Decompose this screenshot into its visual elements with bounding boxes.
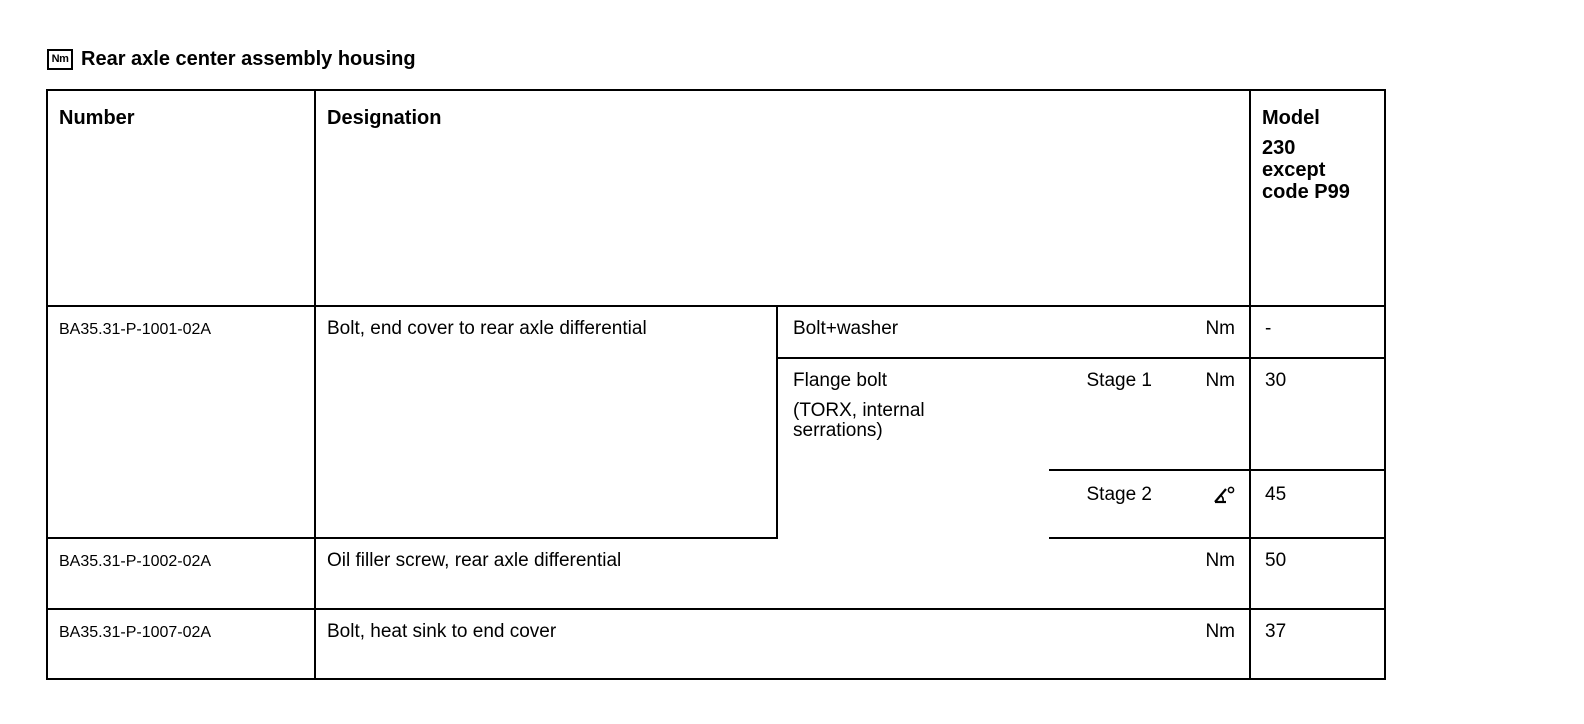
- unit-label: Nm: [1182, 609, 1250, 679]
- torque-value: 30: [1250, 358, 1385, 470]
- section-title-row: [47, 44, 416, 74]
- row-designation: Oil filler screw, rear axle differential: [315, 538, 1182, 609]
- header-number: Number: [47, 90, 315, 306]
- fastener-note: (TORX, internal serrations): [793, 400, 925, 441]
- stage-label: [1049, 306, 1182, 358]
- unit-label: Nm: [1182, 358, 1250, 470]
- unit-cell: [1182, 470, 1250, 538]
- unit-label: Nm: [1182, 306, 1250, 358]
- row-number: BA35.31-P-1007-02A: [47, 609, 315, 679]
- row-number: BA35.31-P-1002-02A: [47, 538, 315, 609]
- table-row: [47, 609, 1385, 679]
- header-model-sub: 230 except code P99: [1262, 137, 1350, 203]
- row-designation: Bolt, end cover to rear axle differential: [315, 306, 777, 538]
- torque-value: 37: [1250, 609, 1385, 679]
- fastener-type: Flange bolt: [793, 370, 888, 391]
- table-header-row: [47, 90, 1385, 306]
- row-designation: Bolt, heat sink to end cover: [315, 609, 1182, 679]
- header-designation: Designation: [315, 90, 1250, 306]
- torque-value: 50: [1250, 538, 1385, 609]
- table-row: [47, 306, 1385, 358]
- torque-value: -: [1250, 306, 1385, 358]
- torque-table: [46, 89, 1386, 680]
- header-model: [1250, 90, 1385, 306]
- fastener-type: Bolt+washer: [777, 306, 1049, 358]
- torque-value: 45: [1250, 470, 1385, 538]
- section-title: Rear axle center assembly housing: [81, 47, 416, 70]
- angle-degree-icon: [1213, 485, 1235, 505]
- stage-label: Stage 2: [1049, 470, 1182, 538]
- table-row: [47, 538, 1385, 609]
- stage-label: Stage 1: [1049, 358, 1182, 470]
- unit-label: Nm: [1182, 538, 1250, 609]
- fastener-cell: [777, 358, 1049, 538]
- header-model-label: Model: [1262, 107, 1320, 129]
- row-number: BA35.31-P-1001-02A: [47, 306, 315, 538]
- torque-nm-icon: Nm: [47, 49, 73, 70]
